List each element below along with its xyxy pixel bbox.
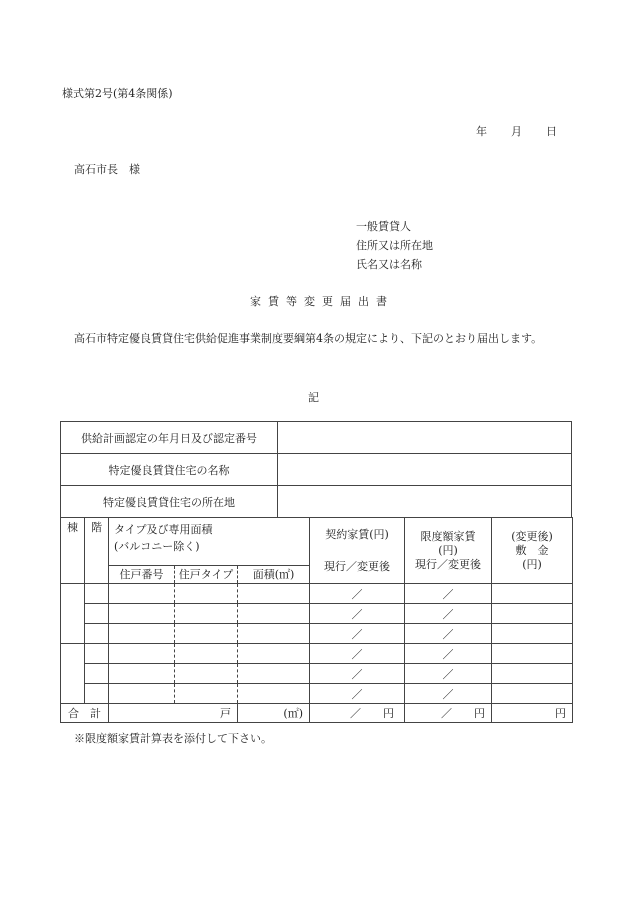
applicant-name-label: 氏名又は名称 <box>356 258 422 271</box>
header-limit-line3: 現行／変更後 <box>415 557 482 571</box>
table-row <box>61 604 573 624</box>
rent-cell[interactable]: ／ <box>310 604 405 624</box>
attachment-note: ※限度額家賃計算表を添付して下さい。 <box>74 732 272 745</box>
ki-heading: 記 <box>308 391 319 404</box>
table-row <box>61 684 573 704</box>
total-limit-rent[interactable]: ／ 円 <box>405 704 492 723</box>
date-year: 年 <box>476 125 487 138</box>
area-cell[interactable] <box>238 664 310 684</box>
floor-cell[interactable] <box>85 684 109 704</box>
total-deposit[interactable]: 円 <box>492 704 573 723</box>
date-month: 月 <box>511 125 522 138</box>
table-row <box>61 644 573 664</box>
units-table <box>60 517 573 723</box>
total-units[interactable]: 戸 <box>109 704 238 723</box>
header-limit-line1: 限度額家賃 <box>420 529 476 543</box>
info-value-field[interactable] <box>278 422 572 454</box>
unit-no-cell[interactable] <box>109 644 175 664</box>
header-deposit <box>492 518 573 584</box>
info-label: 特定優良賃貸住宅の所在地 <box>61 486 278 518</box>
info-table <box>60 421 572 518</box>
header-type-line2: (バルコニー除く) <box>114 540 200 553</box>
info-label: 供給計画認定の年月日及び認定番号 <box>61 422 278 454</box>
limit-rent-cell[interactable]: ／ <box>405 584 492 604</box>
limit-rent-cell[interactable]: ／ <box>405 624 492 644</box>
info-row <box>61 486 572 518</box>
rent-cell[interactable]: ／ <box>310 644 405 664</box>
deposit-cell[interactable] <box>492 664 573 684</box>
info-row <box>61 454 572 486</box>
header-deposit-line2: 敷 金 <box>515 544 549 557</box>
document-title: 家賃等変更届出書 <box>250 295 394 308</box>
area-cell[interactable] <box>238 604 310 624</box>
rent-cell[interactable]: ／ <box>310 664 405 684</box>
table-row <box>61 624 573 644</box>
deposit-cell[interactable] <box>492 644 573 664</box>
table-row <box>61 664 573 684</box>
header-rent <box>310 518 405 584</box>
rent-cell[interactable]: ／ <box>310 684 405 704</box>
floor-cell[interactable] <box>85 644 109 664</box>
total-area[interactable]: (㎡) <box>238 704 310 723</box>
header-building: 棟 <box>61 518 85 584</box>
floor-cell[interactable] <box>85 624 109 644</box>
header-unit-no: 住戸番号 <box>109 566 175 584</box>
header-floor: 階 <box>85 518 109 584</box>
unit-no-cell[interactable] <box>109 624 175 644</box>
unit-type-cell[interactable] <box>175 684 238 704</box>
applicant-role: 一般賃貸人 <box>356 220 411 233</box>
unit-type-cell[interactable] <box>175 604 238 624</box>
info-value-field[interactable] <box>278 454 572 486</box>
header-limit-line2: (円) <box>438 543 458 557</box>
header-deposit-line1: (変更後) <box>511 530 553 543</box>
limit-rent-cell[interactable]: ／ <box>405 604 492 624</box>
header-type-area <box>109 518 310 566</box>
rent-cell[interactable]: ／ <box>310 584 405 604</box>
rent-cell[interactable]: ／ <box>310 624 405 644</box>
deposit-cell[interactable] <box>492 624 573 644</box>
floor-cell[interactable] <box>85 584 109 604</box>
deposit-cell[interactable] <box>492 584 573 604</box>
area-cell[interactable] <box>238 684 310 704</box>
building-cell[interactable] <box>61 584 85 644</box>
limit-rent-cell[interactable]: ／ <box>405 684 492 704</box>
intro-text: 高石市特定優良賃貸住宅供給促進事業制度要綱第4条の規定により、下記のとおり届出します。 <box>74 332 543 345</box>
applicant-address-label: 住所又は所在地 <box>356 239 433 252</box>
header-type-line1: タイプ及び専用面積 <box>114 523 213 536</box>
deposit-cell[interactable] <box>492 684 573 704</box>
header-limit-rent <box>405 518 492 584</box>
info-label: 特定優良賃貸住宅の名称 <box>61 454 278 486</box>
header-area: 面積(㎡) <box>238 566 310 584</box>
floor-cell[interactable] <box>85 604 109 624</box>
area-cell[interactable] <box>238 644 310 664</box>
form-number: 様式第2号(第4条関係) <box>62 87 173 100</box>
total-rent[interactable]: ／ 円 <box>310 704 405 723</box>
table-row <box>61 584 573 604</box>
area-cell[interactable] <box>238 584 310 604</box>
unit-type-cell[interactable] <box>175 584 238 604</box>
date-day: 日 <box>546 125 557 138</box>
header-rent-line1: 契約家賃(円) <box>325 527 389 541</box>
header-rent-line2: 現行／変更後 <box>324 559 391 573</box>
unit-type-cell[interactable] <box>175 624 238 644</box>
area-cell[interactable] <box>238 624 310 644</box>
header-deposit-line3: (円) <box>522 558 542 571</box>
limit-rent-cell[interactable]: ／ <box>405 644 492 664</box>
unit-no-cell[interactable] <box>109 664 175 684</box>
building-cell[interactable] <box>61 644 85 704</box>
limit-rent-cell[interactable]: ／ <box>405 664 492 684</box>
unit-no-cell[interactable] <box>109 604 175 624</box>
unit-no-cell[interactable] <box>109 684 175 704</box>
total-label: 合 計 <box>61 704 109 723</box>
header-unit-type: 住戸タイプ <box>175 566 238 584</box>
unit-no-cell[interactable] <box>109 584 175 604</box>
deposit-cell[interactable] <box>492 604 573 624</box>
unit-type-cell[interactable] <box>175 644 238 664</box>
info-row <box>61 422 572 454</box>
total-row <box>61 704 573 723</box>
unit-type-cell[interactable] <box>175 664 238 684</box>
floor-cell[interactable] <box>85 664 109 684</box>
info-value-field[interactable] <box>278 486 572 518</box>
addressee: 高石市長 様 <box>74 163 140 176</box>
